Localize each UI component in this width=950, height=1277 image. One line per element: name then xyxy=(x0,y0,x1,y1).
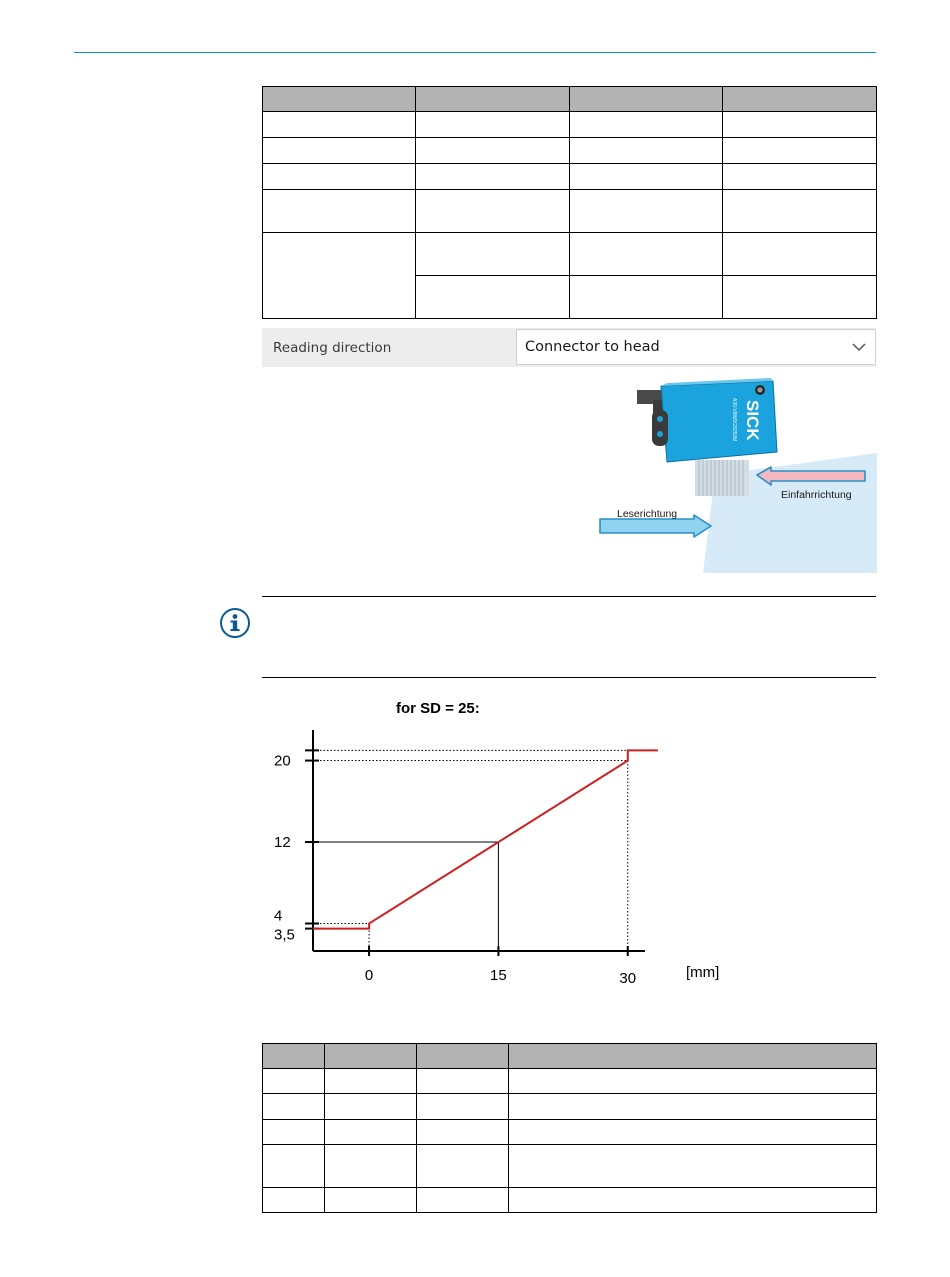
chart-title: for SD = 25: xyxy=(396,700,480,717)
info-icon xyxy=(219,607,251,639)
upper-table xyxy=(262,86,877,319)
table-row xyxy=(263,112,877,138)
y-tick-label: 3,5 xyxy=(274,926,295,944)
sensor-illustration xyxy=(595,378,880,578)
chevron-down-icon xyxy=(851,339,867,355)
table-row xyxy=(263,1188,877,1213)
table-row xyxy=(263,1069,877,1094)
table-header-cell xyxy=(570,87,723,112)
series-line xyxy=(313,750,658,928)
table-header-cell xyxy=(325,1044,417,1069)
x-axis-label: [mm] xyxy=(686,964,720,981)
y-tick-label: 12 xyxy=(274,834,291,852)
table-header-cell xyxy=(263,1044,325,1069)
table-header-cell xyxy=(509,1044,877,1069)
insertion-arrow-label: Einfahrrichtung xyxy=(781,489,852,501)
table-row xyxy=(263,190,877,233)
note-top-rule xyxy=(262,596,876,597)
brush-head xyxy=(695,460,749,496)
x-tick-label: 0 xyxy=(364,967,374,984)
reading-direction-value: Connector to head xyxy=(525,339,660,355)
table-row xyxy=(263,138,877,164)
reading-direction-select[interactable] xyxy=(516,329,876,365)
reading-arrow-label: Leserichtung xyxy=(617,508,678,520)
table-row xyxy=(263,1094,877,1120)
table-row xyxy=(263,164,877,190)
chart-series xyxy=(313,750,658,928)
chart-axes xyxy=(305,730,645,956)
x-tick-label: 30 xyxy=(619,970,637,987)
table-header-cell xyxy=(263,87,416,112)
y-tick-label: 4 xyxy=(274,907,283,925)
table-header-cell xyxy=(723,87,877,112)
sensor-model-code: A30-VBM5G8250M xyxy=(731,398,737,442)
reading-direction-label: Reading direction xyxy=(273,340,392,356)
lower-table xyxy=(262,1043,877,1213)
speed-chart xyxy=(260,690,740,990)
table-header-cell xyxy=(417,1044,509,1069)
reference-lines xyxy=(313,750,639,951)
table-row xyxy=(263,1120,877,1145)
header-rule xyxy=(74,52,876,53)
table-header-cell xyxy=(416,87,570,112)
sensor-brand: SICK xyxy=(743,400,762,441)
y-tick-label: 20 xyxy=(274,752,291,770)
table-row xyxy=(263,233,877,276)
table-row xyxy=(263,1145,877,1188)
x-tick-label: 15 xyxy=(490,967,507,984)
reading-direction-row xyxy=(262,328,876,367)
note-bottom-rule xyxy=(262,677,876,678)
